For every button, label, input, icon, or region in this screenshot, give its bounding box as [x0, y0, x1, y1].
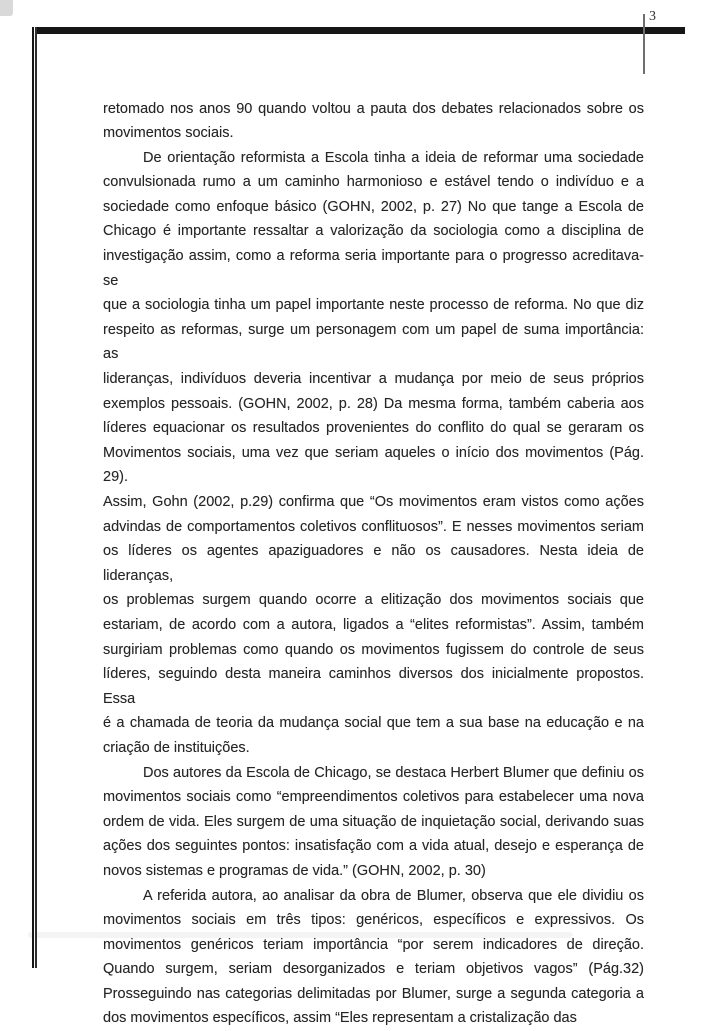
page-frame-right-border [678, 27, 685, 968]
text-line: movimentos genéricos teriam importância “por serem indicadores de direção. [103, 933, 644, 958]
text-line: os líderes os agentes apaziguadores e não os causadores. Nesta ideia de lideranças, [103, 539, 644, 588]
text-block [103, 97, 644, 1031]
text-line: criação de instituições. [103, 736, 644, 761]
text-line: movimentos sociais em três tipos: genéricos, específicos e expressivos. Os [103, 908, 644, 933]
text-line: Quando surgem, seriam desorganizados e teriam objetivos vagos” (Pág.32) [103, 957, 644, 982]
text-line: é a chamada de teoria da mudança social que tem a sua base na educação e na [103, 711, 644, 736]
page-frame-top-border [32, 27, 685, 34]
text-line: Prosseguindo nas categorias delimitadas por Blumer, surge a segunda categoria a [103, 982, 644, 1007]
text-line: A referida autora, ao analisar da obra de Blumer, observa que ele dividiu os [103, 884, 644, 909]
text-line: Movimentos sociais, uma vez que seriam aqueles o início dos movimentos (Pág. 29). [103, 441, 644, 490]
text-line: que a sociologia tinha um papel importante neste processo de reforma. No que diz [103, 293, 644, 318]
paragraph [103, 761, 644, 884]
text-line: De orientação reformista a Escola tinha a ideia de reformar uma sociedade [103, 146, 644, 171]
paragraph [103, 97, 644, 146]
text-line: lideranças, indivíduos deveria incentivar a mudança por meio de seus próprios [103, 367, 644, 392]
text-line: movimentos sociais. [103, 121, 644, 146]
text-line: líderes, seguindo desta maneira caminhos diversos dos inicialmente propostos. Essa [103, 662, 644, 711]
text-line: retomado nos anos 90 quando voltou a pauta dos debates relacionados sobre os [103, 97, 644, 122]
paragraph [103, 884, 644, 1031]
text-line: os problemas surgem quando ocorre a elitização dos movimentos sociais que [103, 588, 644, 613]
page-number: 3 [649, 9, 656, 25]
text-line: ordem de vida. Eles surgem de uma situação de inquietação social, derivando suas [103, 810, 644, 835]
text-line: surgiriam problemas como quando os movimentos fugissem do controle de seus [103, 638, 644, 663]
text-line: Assim, Gohn (2002, p.29) confirma que “Os movimentos eram vistos como ações [103, 490, 644, 515]
page-number-rule [643, 14, 645, 74]
text-line: investigação assim, como a reforma seria importante para o progresso acreditava-se [103, 244, 644, 293]
text-line: sociedade como enfoque básico (GOHN, 2002, p. 27) No que tange a Escola de [103, 195, 644, 220]
text-line: dos movimentos específicos, assim “Eles representam a cristalização das [103, 1006, 644, 1031]
text-line: convulsionada rumo a um caminho harmonioso e estável tendo o indivíduo e a [103, 170, 644, 195]
text-line: líderes equacionar os resultados provenientes do conflito do qual se geraram os [103, 416, 644, 441]
text-line: respeito as reformas, surge um personagem com um papel de suma importância: as [103, 318, 644, 367]
scan-artifact-corner [0, 0, 13, 16]
page-frame-left-border [32, 27, 37, 968]
text-line: exemplos pessoais. (GOHN, 2002, p. 28) Da mesma forma, também caberia aos [103, 392, 644, 417]
text-line: advindas de comportamentos coletivos conflituosos”. E nesses movimentos seriam [103, 515, 644, 540]
paragraph [103, 146, 644, 761]
text-line: movimentos sociais como “empreendimentos coletivos para estabelecer uma nova [103, 785, 644, 810]
text-line: Dos autores da Escola de Chicago, se destaca Herbert Blumer que definiu os [103, 761, 644, 786]
text-line: Chicago é importante ressaltar a valorização da sociologia como a disciplina de [103, 219, 644, 244]
text-line: novos sistemas e programas de vida.” (GOHN, 2002, p. 30) [103, 859, 644, 884]
text-line: estariam, de acordo com a autora, ligados a “elites reformistas”. Assim, também [103, 613, 644, 638]
text-line: ações dos seguintes pontos: insatisfação com a vida atual, desejo e esperança de [103, 834, 644, 859]
